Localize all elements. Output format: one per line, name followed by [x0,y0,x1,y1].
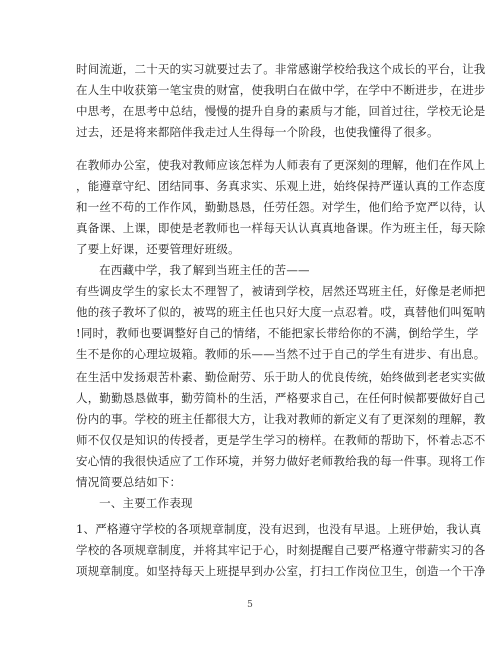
text-line: 项规章制度。如坚持每天上班提早到办公室，打扫工作岗位卫生，创造一个干净 [76,564,486,578]
text-line: 真备课、上课，即使是老教师也一样每天认认真真地备课。作为班主任，每天除 [76,221,486,235]
text-line: 师不仅仅是知识的传授者，更是学生学习的榜样。在教师的帮助下，怀着忐忑不 [76,433,486,447]
text-line: 在人生中收获第一笔宝贵的财富，使我明白在做中学，在学中不断进步，在进步 [76,83,486,97]
text-line: 他的孩子教坏了似的，被骂的班主任也只好大度一点忍着。哎，真替他们叫冤呐 [76,305,486,319]
text-line: 安心情的我很快适应了工作环境，并努力做好老师教给我的每一件事。现将工作 [76,454,486,468]
text-line: 在教师办公室，使我对教师应该怎样为人师表有了更深刻的理解，他们在作风上 [76,158,486,172]
text-line: 时间流逝，二十天的实习就要过去了。非常感谢学校给我这个成长的平台，让我 [76,62,486,76]
section-heading: 一、主要工作表现 [76,496,193,510]
text-line: 生不是你的心理垃圾箱。教师的乐——当然不过于自己的学生有进步、有出息。 [76,347,486,361]
text-line: 人，勤勤恳恳做事，勤劳简朴的生活，严格要求自己，在任何时候都要做好自己 [76,391,486,405]
text-line: 1、严格遵守学校的各项规章制度，没有迟到，也没有早退。上班伊始，我认真 [76,522,482,536]
text-line: 过去，还是将来都陪伴我走过人生得每一个阶段，也使我懂得了很多。 [76,125,439,139]
text-line: 学校的各项规章制度，并将其牢记于心，时刻提醒自己要严格遵守带薪实习的各 [76,543,486,557]
text-line: 份内的事。学校的班主任都很大方，让我对教师的新定义有了更深刻的理解，教 [76,412,486,426]
text-line: 了要上好课，还要管理好班级。 [76,242,240,256]
text-line: !同时，教师也要调整好自己的情绪，不能把家长带给你的不满，倒给学生，学 [76,326,479,340]
text-line: 在生活中发扬艰苦朴素、勤俭耐劳、乐于助人的优良传统，始终做到老老实实做 [76,370,486,384]
text-line: 有些调皮学生的家长太不理智了，被请到学校，居然还骂班主任，好像是老师把 [76,284,486,298]
text-line: 中思考，在思考中总结，慢慢的提升自身的素质与才能，回首过往，学校无论是 [76,104,486,118]
text-line: 在西藏中学，我了解到当班主任的苦—— [76,263,310,277]
text-line: 情况简要总结如下： [76,475,182,489]
text-line: ，能遵章守纪、团结同事、务真求实、乐观上进，始终保持严谨认真的工作态度 [76,179,486,193]
page-number: 5 [247,600,253,610]
text-line: 和一丝不苟的工作作风，勤勤恳恳，任劳任怨。对学生，他们给予宽严以待，认 [76,200,486,214]
